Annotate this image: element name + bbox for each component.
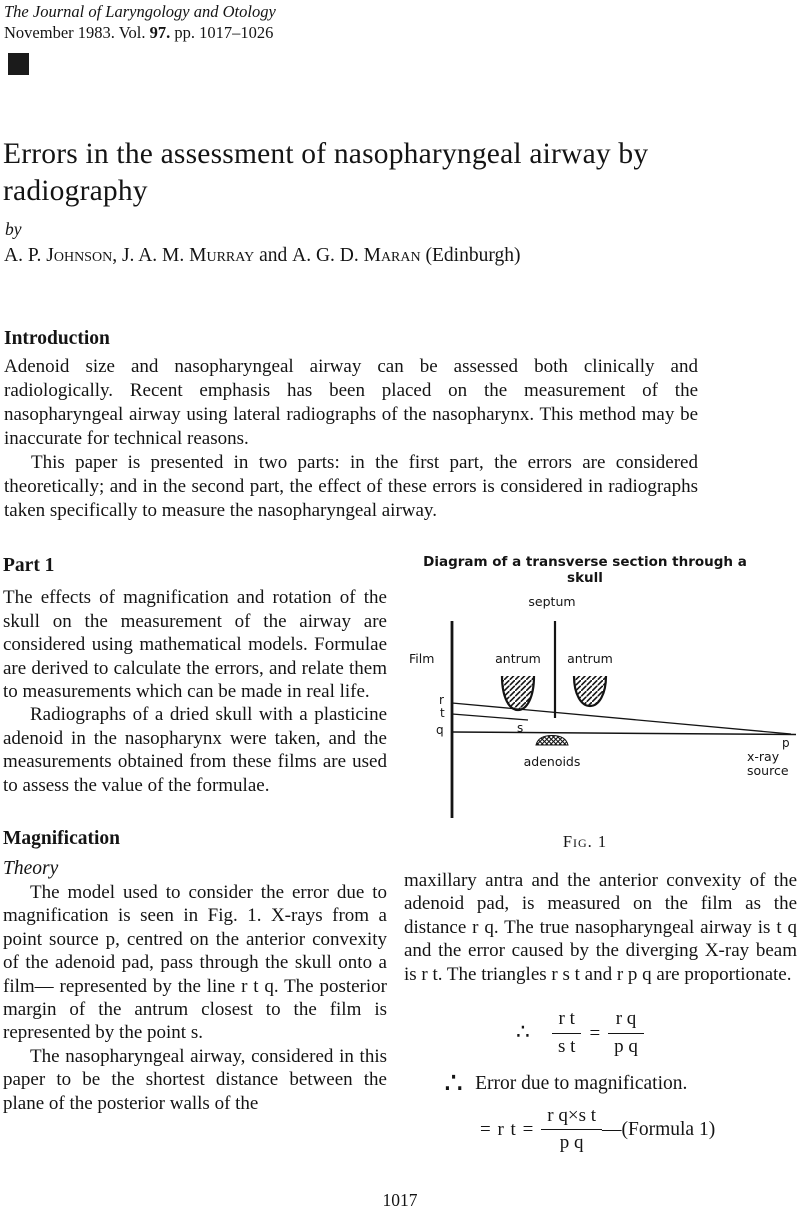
issue-pre: November 1983. Vol. <box>4 22 150 42</box>
intro-paragraph-2: This paper is presented in two parts: in the first part, the errors are considered theoretically; and in the second part, the effect of these errors is considered in radiographs taken specifically to measure the nasopharyngeal airway. <box>4 452 698 521</box>
figure-caption: Fig. 1 <box>562 832 608 851</box>
conclusion-text: Error due to magnification. <box>475 1072 688 1094</box>
antrum-right-shape <box>574 676 606 706</box>
fraction-rt-st-numerator: r t <box>552 1008 581 1034</box>
part1-paragraph-2: Radiographs of a dried skull with a plasticine adenoid in the nasopharynx were taken, and the measurements obtained from these films are used to assess the value of the formulae. <box>3 704 387 796</box>
segment-ts <box>452 714 528 720</box>
therefore-symbol-2: ∴ <box>444 1065 464 1101</box>
part1-paragraph-1: The effects of magnification and rotation of the skull on the measurement of the airway are considered using mathematical models. Formulae are derived to calculate the errors, and relate them to measurements which can be made in real life. <box>3 587 387 703</box>
journal-header <box>4 2 276 43</box>
fraction-rq-pq <box>608 1008 644 1059</box>
label-s: s <box>517 721 524 735</box>
intro-paragraph-1: Adenoid size and nasopharyngeal airway can be assessed both clinically and radiologically. Recent emphasis has been placed on the measurement of the nasopharyngeal airway using lateral radiographs of the nasopharynx. This method may be inaccurate for technical reasons. <box>4 356 698 449</box>
intro-heading: Introduction <box>4 328 110 349</box>
formula-result-row <box>480 1105 797 1156</box>
issue-post: pp. 1017–1026 <box>170 22 274 42</box>
skull-section-diagram <box>405 548 800 866</box>
part1-heading: Part 1 <box>3 555 55 576</box>
magnification-heading: Magnification <box>3 828 120 850</box>
author-3: A. G. D. Maran <box>292 245 421 266</box>
fraction-rqst-pq-denominator: p q <box>559 1132 584 1154</box>
fraction-rq-pq-denominator: p q <box>614 1035 638 1057</box>
label-xray-source-2: source <box>747 763 789 778</box>
right-column <box>404 869 797 1155</box>
intro-section <box>4 355 698 523</box>
formula-proportion-row <box>516 1008 797 1059</box>
theory-paragraph-2: The nasopharyngeal airway, considered in this paper to be the shortest distance between the plane of the posterior walls of the <box>3 1045 387 1114</box>
label-q: q <box>436 723 444 737</box>
fraction-rt-st-denominator: s t <box>558 1035 576 1057</box>
label-film: Film <box>409 651 435 666</box>
theory-paragraph-1: The model used to consider the error due to magnification is seen in Fig. 1. X-rays from a point source p, centred on the anterior convexity of the adenoid pad, pass through the skull onto a film— represented by the line r t q. The posterior margin of the antrum closest to the film is represented by the point s. <box>3 881 387 1044</box>
adenoid-pad-shape <box>536 736 568 746</box>
author-sep-1: , <box>112 245 122 266</box>
label-xray-source-1: x-ray <box>747 749 780 764</box>
antrum-left-shape <box>502 676 534 710</box>
issue-line <box>4 23 276 44</box>
formula-conclusion-row <box>444 1065 797 1101</box>
authors-line <box>4 245 520 267</box>
label-r: r <box>439 693 444 707</box>
journal-title: The Journal of Laryngology and Otology <box>4 2 276 21</box>
issue-volume: 97. <box>149 22 171 42</box>
equals-sign: = <box>589 1022 601 1044</box>
author-affiliation: (Edinburgh) <box>420 245 521 266</box>
beam-line-qp <box>452 732 796 735</box>
therefore-symbol-1: ∴ <box>516 1020 530 1046</box>
figure-1: Diagram of a transverse section through a skull septum Film antrum antrum r t q s p x-ray source adenoids Fig. 1 <box>405 548 800 866</box>
fraction-rq-pq-numerator: r q <box>608 1008 644 1034</box>
fraction-rt-st <box>552 1008 581 1059</box>
article-title: Errors in the assessment of nasopharyngeal airway by radiography <box>3 138 649 207</box>
theory-subheading: Theory <box>3 858 59 880</box>
label-t: t <box>440 706 445 720</box>
left-column <box>3 554 387 1115</box>
author-2: J. A. M. Murray <box>121 245 255 266</box>
formula-label: —(Formula 1) <box>602 1119 716 1141</box>
fraction-rqst-pq-numerator: r q×s t <box>541 1105 602 1131</box>
author-1: A. P. Johnson <box>4 245 113 266</box>
author-sep-2: and <box>254 245 293 266</box>
result-prefix: = r t = <box>480 1119 534 1141</box>
page-number: 1017 <box>382 1190 418 1210</box>
scan-registration-mark <box>8 53 29 75</box>
fraction-rqst-pq <box>541 1105 602 1156</box>
right-paragraph-1: maxillary antra and the anterior convexity of the adenoid pad, is measured on the film as the distance r q. The true nasopharyngeal airway is t q and the error caused by the diverging X-ray beam is r t. The triangles r s t and r p q are proportionate. <box>404 870 797 985</box>
figure-title: Diagram of a transverse section through a skull <box>423 554 747 586</box>
byline: by <box>5 219 22 239</box>
label-p: p <box>782 736 790 750</box>
